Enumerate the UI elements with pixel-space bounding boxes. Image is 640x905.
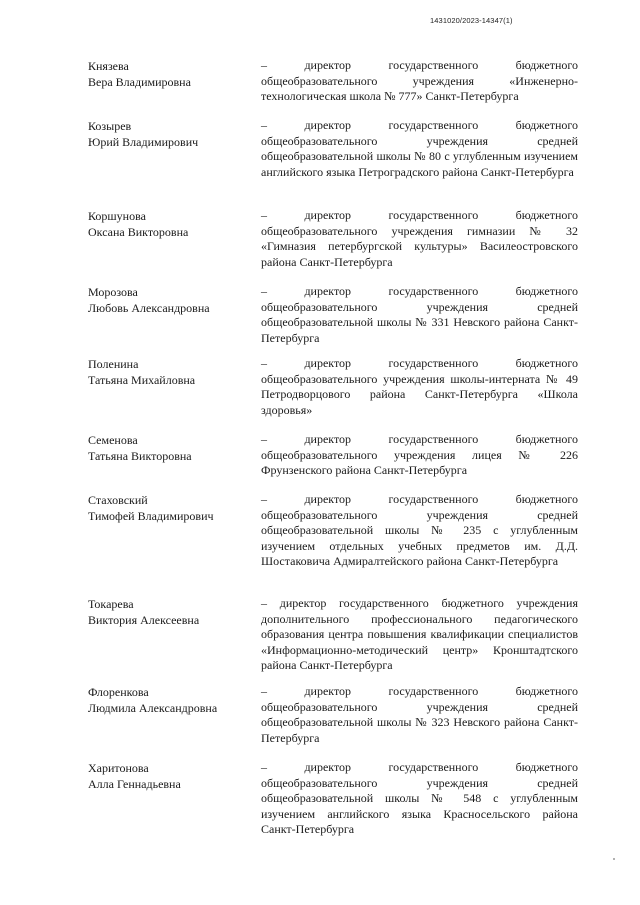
person-name <box>88 284 258 316</box>
person-name <box>88 356 258 388</box>
position-description: – директор государственного бюджетного общеобразовательного учреждения средней общеобразовательной школы № 323 Невского района Санкт-Петербурга <box>261 684 578 745</box>
surname: Токарева <box>88 597 134 611</box>
position-description: – директор государственного бюджетного общеобразовательного учреждения школы-интерната № 49 Петродворцового района Санкт-Петербурга «Школа здоровья» <box>261 356 578 417</box>
surname: Флоренкова <box>88 685 149 699</box>
surname: Морозова <box>88 285 138 299</box>
surname: Поленина <box>88 357 139 371</box>
person-name <box>88 432 258 464</box>
person-name <box>88 596 258 628</box>
person-name <box>88 58 258 90</box>
position-description: – директор государственного бюджетного общеобразовательного учреждения средней общеобразовательной школы № 548 с углубленным изучением английского языка Красносельского района Санкт-Петербурга <box>261 760 578 836</box>
given-names: Людмила Александровна <box>88 701 218 715</box>
given-names: Тимофей Владимирович <box>88 509 214 523</box>
given-names: Оксана Викторовна <box>88 225 189 239</box>
surname: Князева <box>88 59 129 73</box>
surname: Харитонова <box>88 761 149 775</box>
position-description: – директор государственного бюджетного общеобразовательного учреждения лицея № 226 Фрунзенского района Санкт-Петербурга <box>261 432 578 477</box>
position-description: – директор государственного бюджетного общеобразовательного учреждения гимназии № 32 «Гимназия петербургской культуры» Василеостровского района Санкт-Петербурга <box>261 208 578 269</box>
position-description: – директор государственного бюджетного общеобразовательного учреждения средней общеобразовательной школы № 80 с углубленным изучением английского языка Петроградского района Санкт-Петербурга <box>261 118 578 179</box>
given-names: Татьяна Викторовна <box>88 449 192 463</box>
position-description: – директор государственного бюджетного общеобразовательного учреждения «Инженерно-технологическая школа № 777» Санкт-Петербурга <box>261 58 578 103</box>
surname: Стаховский <box>88 493 148 507</box>
surname: Козырев <box>88 119 132 133</box>
given-names: Любовь Александровна <box>88 301 210 315</box>
position-description: – директор государственного бюджетного учреждения дополнительного профессионального педагогического образования центра повышения квалификации специалистов «Информационно-методический центр» Кронштадтского района Санкт-Петербурга <box>261 596 578 672</box>
document-number: 1431020/2023-14347(1) <box>430 16 513 25</box>
surname: Семенова <box>88 433 138 447</box>
person-name <box>88 760 258 792</box>
scan-speck <box>613 858 615 860</box>
given-names: Татьяна Михайловна <box>88 373 196 387</box>
person-name <box>88 684 258 716</box>
surname: Коршунова <box>88 209 146 223</box>
given-names: Юрий Владимирович <box>88 135 199 149</box>
given-names: Виктория Алексеевна <box>88 613 200 627</box>
person-name <box>88 118 258 150</box>
position-description: – директор государственного бюджетного общеобразовательного учреждения средней общеобразовательной школы № 331 Невского района Санкт-Петербурга <box>261 284 578 345</box>
given-names: Вера Владимировна <box>88 75 191 89</box>
person-name <box>88 208 258 240</box>
given-names: Алла Геннадьевна <box>88 777 181 791</box>
person-name <box>88 492 258 524</box>
position-description: – директор государственного бюджетного общеобразовательного учреждения средней общеобразовательной школы № 235 с углубленным изучением отдельных учебных предметов им. Д.Д. Шостаковича Адмиралтейского района Санкт-Петербурга <box>261 492 578 568</box>
